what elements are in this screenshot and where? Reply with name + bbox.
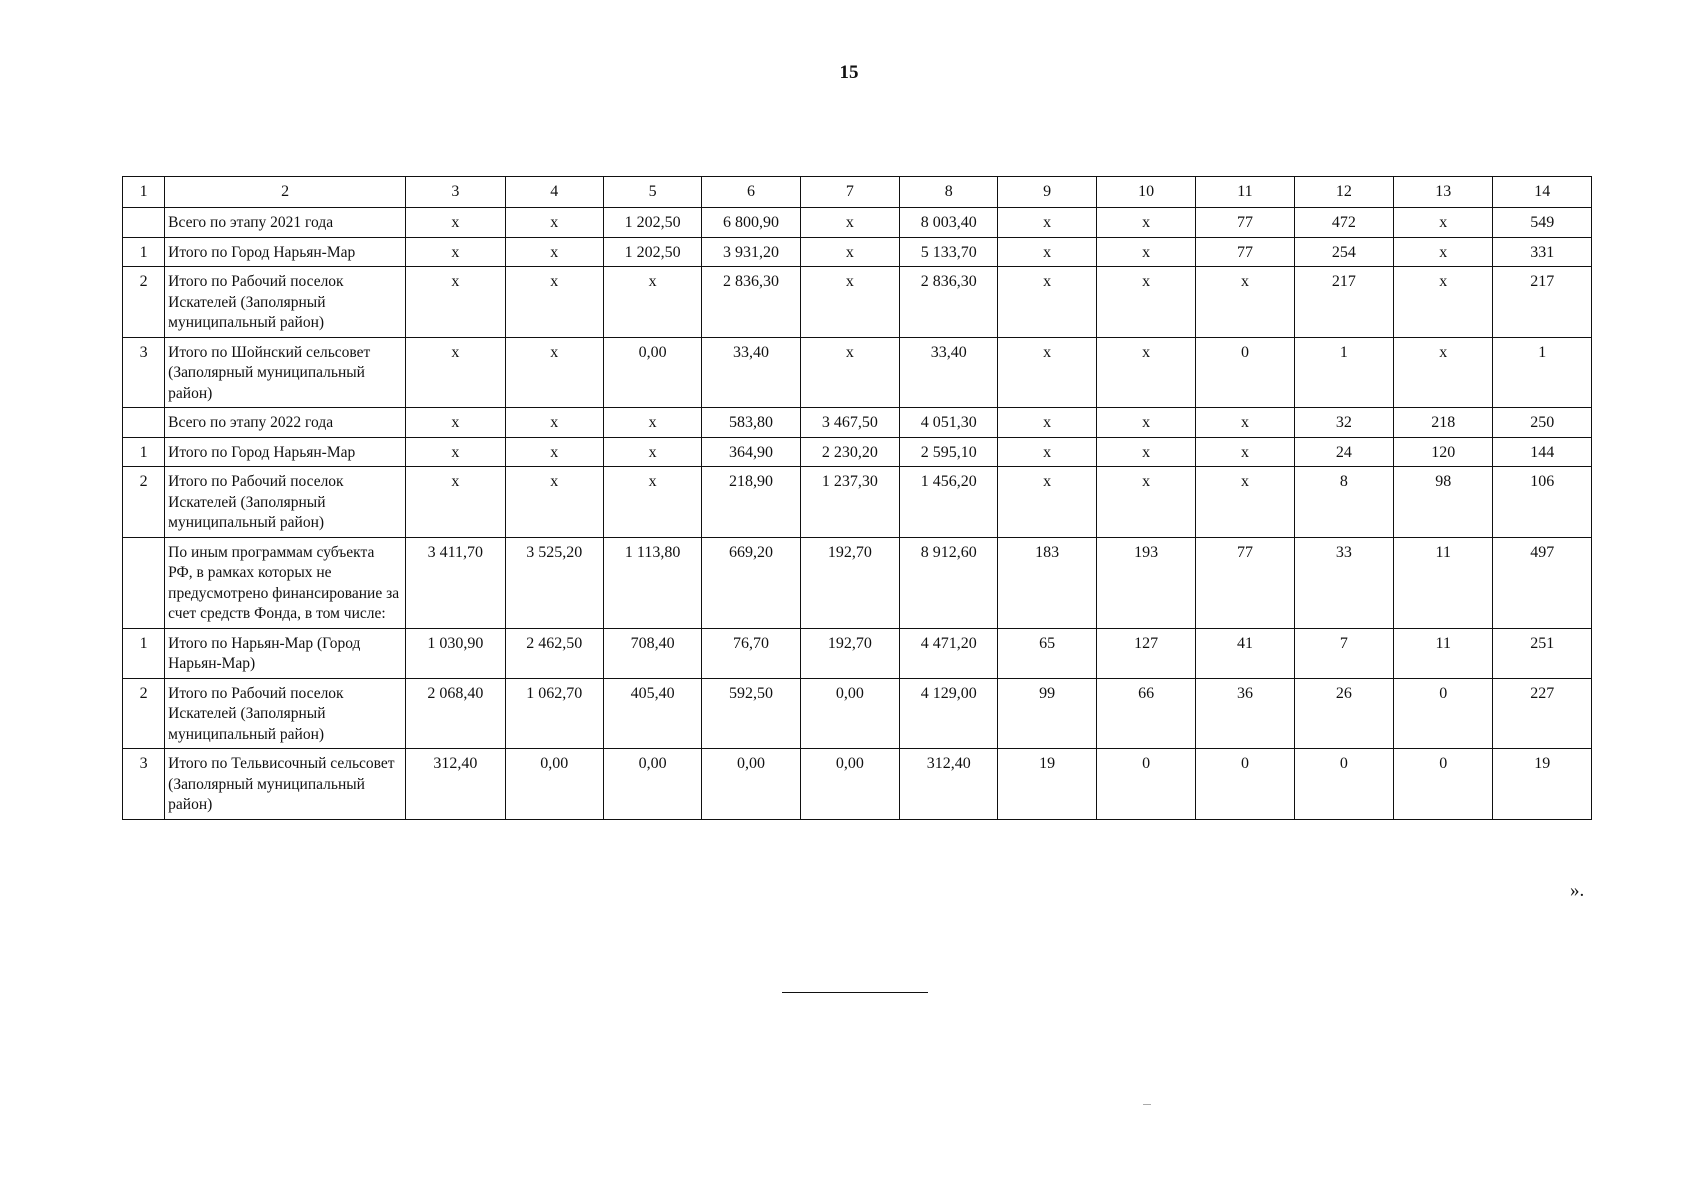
column-number-cell: 6 <box>702 177 800 208</box>
value-cell: x <box>1096 437 1195 467</box>
value-cell: 2 836,30 <box>900 267 998 338</box>
value-cell: x <box>603 408 701 438</box>
value-cell: 217 <box>1493 267 1592 338</box>
value-cell: 98 <box>1394 467 1493 538</box>
row-name-cell: Итого по Рабочий поселок Искателей (Заполярный муниципальный район) <box>165 267 406 338</box>
value-cell: 120 <box>1394 437 1493 467</box>
table-header-row <box>123 177 1592 208</box>
value-cell: 2 462,50 <box>505 628 603 678</box>
table-row <box>123 208 1592 238</box>
value-cell: 0 <box>1394 749 1493 820</box>
value-cell: x <box>800 208 899 238</box>
value-cell: 66 <box>1096 678 1195 749</box>
value-cell: 0,00 <box>800 749 899 820</box>
value-cell: 77 <box>1196 208 1294 238</box>
value-cell: 8 912,60 <box>900 537 998 628</box>
value-cell: 227 <box>1493 678 1592 749</box>
value-cell: x <box>406 267 505 338</box>
value-cell: x <box>406 467 505 538</box>
scan-artifact-mark <box>1143 1104 1151 1105</box>
row-name-cell: Итого по Нарьян-Мар (Город Нарьян-Мар) <box>165 628 406 678</box>
value-cell: x <box>1394 267 1493 338</box>
column-number-cell: 8 <box>900 177 998 208</box>
row-name-cell: По иным программам субъекта РФ, в рамках которых не предусмотрено финансирование за счет средств Фонда, в том числе: <box>165 537 406 628</box>
value-cell: 11 <box>1394 537 1493 628</box>
value-cell: x <box>800 267 899 338</box>
value-cell: x <box>505 267 603 338</box>
value-cell: 33 <box>1294 537 1393 628</box>
value-cell: 2 230,20 <box>800 437 899 467</box>
table-body <box>123 177 1592 820</box>
value-cell: 3 931,20 <box>702 237 800 267</box>
row-number-cell <box>123 537 165 628</box>
value-cell: x <box>1394 337 1493 408</box>
page-number: 15 <box>839 62 859 83</box>
value-cell: x <box>406 337 505 408</box>
value-cell: x <box>505 467 603 538</box>
value-cell: x <box>406 408 505 438</box>
value-cell: 26 <box>1294 678 1393 749</box>
value-cell: 250 <box>1493 408 1592 438</box>
value-cell: 497 <box>1493 537 1592 628</box>
value-cell: 583,80 <box>702 408 800 438</box>
row-name-cell: Итого по Рабочий поселок Искателей (Заполярный муниципальный район) <box>165 678 406 749</box>
value-cell: 33,40 <box>702 337 800 408</box>
value-cell: 144 <box>1493 437 1592 467</box>
value-cell: 1 <box>1493 337 1592 408</box>
table-row <box>123 267 1592 338</box>
table-row <box>123 537 1592 628</box>
value-cell: 106 <box>1493 467 1592 538</box>
value-cell: 99 <box>998 678 1096 749</box>
value-cell: 2 595,10 <box>900 437 998 467</box>
row-number-cell: 3 <box>123 337 165 408</box>
value-cell: 254 <box>1294 237 1393 267</box>
value-cell: 0 <box>1196 749 1294 820</box>
value-cell: 4 129,00 <box>900 678 998 749</box>
value-cell: x <box>505 437 603 467</box>
value-cell: x <box>998 337 1096 408</box>
row-name-cell: Итого по Город Нарьян-Мар <box>165 237 406 267</box>
value-cell: x <box>1196 437 1294 467</box>
value-cell: 0 <box>1394 678 1493 749</box>
row-number-cell: 1 <box>123 628 165 678</box>
value-cell: 1 237,30 <box>800 467 899 538</box>
column-number-cell: 2 <box>165 177 406 208</box>
table-row <box>123 237 1592 267</box>
value-cell: 77 <box>1196 237 1294 267</box>
footer-divider-line <box>782 992 928 993</box>
table-row <box>123 628 1592 678</box>
value-cell: 183 <box>998 537 1096 628</box>
value-cell: 331 <box>1493 237 1592 267</box>
value-cell: x <box>1196 267 1294 338</box>
row-number-cell: 2 <box>123 267 165 338</box>
value-cell: 76,70 <box>702 628 800 678</box>
value-cell: 0,00 <box>505 749 603 820</box>
value-cell: x <box>406 208 505 238</box>
value-cell: x <box>406 437 505 467</box>
closing-quote-mark: ». <box>1570 880 1585 901</box>
value-cell: 472 <box>1294 208 1393 238</box>
value-cell: 19 <box>1493 749 1592 820</box>
value-cell: 24 <box>1294 437 1393 467</box>
column-number-cell: 3 <box>406 177 505 208</box>
value-cell: 32 <box>1294 408 1393 438</box>
value-cell: 192,70 <box>800 628 899 678</box>
value-cell: x <box>505 237 603 267</box>
value-cell: 65 <box>998 628 1096 678</box>
value-cell: 2 836,30 <box>702 267 800 338</box>
value-cell: 669,20 <box>702 537 800 628</box>
value-cell: 2 068,40 <box>406 678 505 749</box>
row-number-cell: 1 <box>123 437 165 467</box>
table-row <box>123 749 1592 820</box>
row-name-cell: Итого по Город Нарьян-Мар <box>165 437 406 467</box>
value-cell: 312,40 <box>406 749 505 820</box>
value-cell: 405,40 <box>603 678 701 749</box>
table-row <box>123 408 1592 438</box>
column-number-cell: 5 <box>603 177 701 208</box>
value-cell: 3 467,50 <box>800 408 899 438</box>
value-cell: 1 113,80 <box>603 537 701 628</box>
column-number-cell: 7 <box>800 177 899 208</box>
table-row <box>123 337 1592 408</box>
value-cell: 3 411,70 <box>406 537 505 628</box>
value-cell: 217 <box>1294 267 1393 338</box>
table-row <box>123 467 1592 538</box>
row-number-cell: 2 <box>123 678 165 749</box>
value-cell: 0 <box>1196 337 1294 408</box>
value-cell: 192,70 <box>800 537 899 628</box>
value-cell: x <box>998 408 1096 438</box>
value-cell: 364,90 <box>702 437 800 467</box>
column-number-cell: 10 <box>1096 177 1195 208</box>
row-name-cell: Итого по Шойнский сельсовет (Заполярный муниципальный район) <box>165 337 406 408</box>
value-cell: 0,00 <box>603 337 701 408</box>
row-name-cell: Итого по Тельвисочный сельсовет (Заполярный муниципальный район) <box>165 749 406 820</box>
table-row <box>123 678 1592 749</box>
row-number-cell <box>123 408 165 438</box>
value-cell: 251 <box>1493 628 1592 678</box>
value-cell: 708,40 <box>603 628 701 678</box>
column-number-cell: 9 <box>998 177 1096 208</box>
value-cell: x <box>800 237 899 267</box>
value-cell: x <box>1096 237 1195 267</box>
value-cell: 0,00 <box>603 749 701 820</box>
value-cell: 1 456,20 <box>900 467 998 538</box>
column-number-cell: 1 <box>123 177 165 208</box>
value-cell: 8 003,40 <box>900 208 998 238</box>
value-cell: 19 <box>998 749 1096 820</box>
value-cell: 4 471,20 <box>900 628 998 678</box>
value-cell: x <box>1196 467 1294 538</box>
value-cell: 1 202,50 <box>603 237 701 267</box>
value-cell: 5 133,70 <box>900 237 998 267</box>
row-number-cell: 2 <box>123 467 165 538</box>
value-cell: 193 <box>1096 537 1195 628</box>
value-cell: 0 <box>1294 749 1393 820</box>
value-cell: x <box>998 208 1096 238</box>
value-cell: x <box>1096 337 1195 408</box>
row-name-cell: Всего по этапу 2021 года <box>165 208 406 238</box>
value-cell: 36 <box>1196 678 1294 749</box>
value-cell: x <box>1096 408 1195 438</box>
value-cell: x <box>998 467 1096 538</box>
value-cell: 592,50 <box>702 678 800 749</box>
value-cell: x <box>505 208 603 238</box>
value-cell: 33,40 <box>900 337 998 408</box>
value-cell: x <box>603 437 701 467</box>
value-cell: 3 525,20 <box>505 537 603 628</box>
data-table <box>122 176 1592 820</box>
row-number-cell: 3 <box>123 749 165 820</box>
row-number-cell <box>123 208 165 238</box>
value-cell: 41 <box>1196 628 1294 678</box>
value-cell: 6 800,90 <box>702 208 800 238</box>
value-cell: 8 <box>1294 467 1393 538</box>
value-cell: x <box>1096 208 1195 238</box>
column-number-cell: 12 <box>1294 177 1393 208</box>
row-name-cell: Итого по Рабочий поселок Искателей (Заполярный муниципальный район) <box>165 467 406 538</box>
row-name-cell: Всего по этапу 2022 года <box>165 408 406 438</box>
value-cell: x <box>1394 208 1493 238</box>
value-cell: x <box>1196 408 1294 438</box>
value-cell: 0,00 <box>702 749 800 820</box>
value-cell: 218 <box>1394 408 1493 438</box>
value-cell: 127 <box>1096 628 1195 678</box>
column-number-cell: 14 <box>1493 177 1592 208</box>
value-cell: x <box>603 467 701 538</box>
value-cell: x <box>998 437 1096 467</box>
value-cell: 1 062,70 <box>505 678 603 749</box>
value-cell: 0,00 <box>800 678 899 749</box>
value-cell: x <box>505 408 603 438</box>
column-number-cell: 13 <box>1394 177 1493 208</box>
value-cell: 0 <box>1096 749 1195 820</box>
value-cell: x <box>800 337 899 408</box>
value-cell: x <box>1096 267 1195 338</box>
value-cell: 11 <box>1394 628 1493 678</box>
value-cell: 549 <box>1493 208 1592 238</box>
value-cell: 1 202,50 <box>603 208 701 238</box>
value-cell: x <box>1096 467 1195 538</box>
value-cell: x <box>603 267 701 338</box>
value-cell: x <box>998 237 1096 267</box>
value-cell: 4 051,30 <box>900 408 998 438</box>
column-number-cell: 11 <box>1196 177 1294 208</box>
value-cell: x <box>406 237 505 267</box>
row-number-cell: 1 <box>123 237 165 267</box>
value-cell: 77 <box>1196 537 1294 628</box>
value-cell: x <box>505 337 603 408</box>
value-cell: x <box>1394 237 1493 267</box>
value-cell: 218,90 <box>702 467 800 538</box>
value-cell: 7 <box>1294 628 1393 678</box>
value-cell: x <box>998 267 1096 338</box>
value-cell: 1 030,90 <box>406 628 505 678</box>
value-cell: 1 <box>1294 337 1393 408</box>
column-number-cell: 4 <box>505 177 603 208</box>
value-cell: 312,40 <box>900 749 998 820</box>
table-row <box>123 437 1592 467</box>
